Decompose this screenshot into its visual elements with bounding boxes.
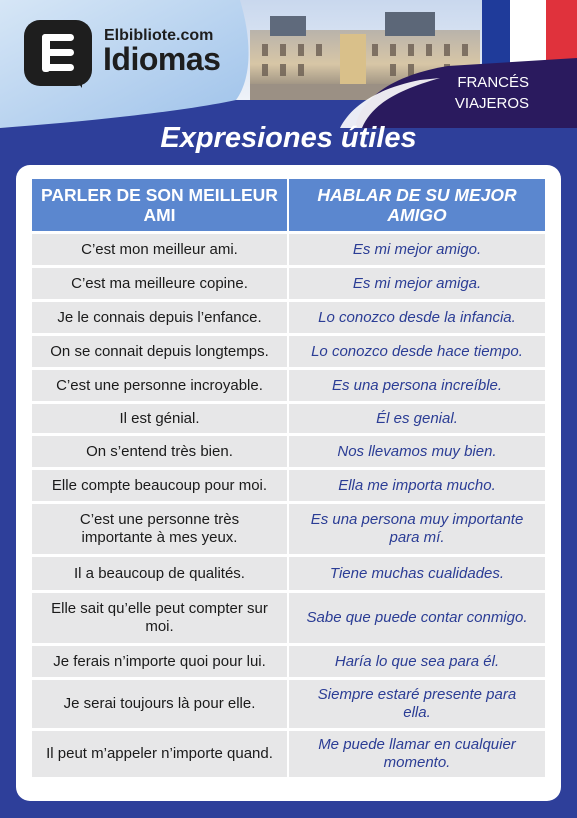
spanish-translation: Nos llevamos muy bien. bbox=[289, 436, 545, 467]
spanish-translation: Es una persona increíble. bbox=[289, 370, 545, 401]
table-row bbox=[32, 504, 545, 554]
spanish-translation: Es una persona muy importante para mí. bbox=[289, 504, 545, 554]
table-row bbox=[32, 404, 545, 433]
french-phrase: Elle compte beaucoup pour moi. bbox=[32, 470, 287, 501]
table-body bbox=[32, 234, 545, 777]
brand-name: Idiomas bbox=[103, 41, 221, 77]
french-phrase: Il peut m’appeler n’importe quand. bbox=[32, 731, 287, 777]
spanish-translation: Tiene muchas cualidades. bbox=[289, 557, 545, 590]
header-spanish: HABLAR DE SU MEJOR AMIGO bbox=[289, 179, 545, 231]
spanish-translation: Me puede llamar en cualquier momento. bbox=[289, 731, 545, 777]
phrase-table bbox=[32, 179, 545, 777]
spanish-translation: Es mi mejor amiga. bbox=[289, 268, 545, 299]
spanish-translation: Lo conozco desde hace tiempo. bbox=[289, 336, 545, 367]
french-phrase: Elle sait qu’elle peut compter sur moi. bbox=[32, 593, 287, 643]
table-row bbox=[32, 470, 545, 501]
spanish-translation: Haría lo que sea para él. bbox=[289, 646, 545, 677]
table-row bbox=[32, 593, 545, 643]
table-row bbox=[32, 268, 545, 299]
french-phrase: Je le connais depuis l’enfance. bbox=[32, 302, 287, 333]
french-phrase: C’est mon meilleur ami. bbox=[32, 234, 287, 265]
table-row bbox=[32, 336, 545, 367]
spanish-translation: Lo conozco desde la infancia. bbox=[289, 302, 545, 333]
page-title: Expresiones útiles bbox=[160, 122, 417, 154]
header bbox=[0, 0, 577, 128]
table-row bbox=[32, 680, 545, 728]
table-row bbox=[32, 646, 545, 677]
spanish-translation: Siempre estaré presente para ella. bbox=[289, 680, 545, 728]
french-phrase: C’est une personne très importante à mes yeux. bbox=[32, 504, 287, 554]
spanish-translation: Él es genial. bbox=[289, 404, 545, 433]
table-row bbox=[32, 436, 545, 467]
badge-language: FRANCÉS bbox=[457, 74, 529, 91]
french-phrase: C’est une personne incroyable. bbox=[32, 370, 287, 401]
table-row bbox=[32, 557, 545, 590]
table-row bbox=[32, 731, 545, 777]
table-row bbox=[32, 302, 545, 333]
french-phrase: On se connait depuis longtemps. bbox=[32, 336, 287, 367]
brand-site: Elbibliote.com bbox=[104, 27, 214, 44]
french-phrase: C’est ma meilleure copine. bbox=[32, 268, 287, 299]
spanish-translation: Es mi mejor amigo. bbox=[289, 234, 545, 265]
spanish-translation: Ella me importa mucho. bbox=[289, 470, 545, 501]
spanish-translation: Sabe que puede contar conmigo. bbox=[289, 593, 545, 643]
badge-audience: VIAJEROS bbox=[454, 95, 529, 112]
table-row bbox=[32, 234, 545, 265]
french-phrase: Il est génial. bbox=[32, 404, 287, 433]
logo-tail bbox=[70, 72, 82, 88]
french-phrase: Je ferais n’importe quoi pour lui. bbox=[32, 646, 287, 677]
french-phrase: Il a beaucoup de qualités. bbox=[32, 557, 287, 590]
french-phrase: Je serai toujours là pour elle. bbox=[32, 680, 287, 728]
table-row bbox=[32, 370, 545, 401]
header-french: PARLER DE SON MEILLEUR AMI bbox=[32, 179, 287, 231]
table-header bbox=[32, 179, 545, 231]
french-phrase: On s’entend très bien. bbox=[32, 436, 287, 467]
